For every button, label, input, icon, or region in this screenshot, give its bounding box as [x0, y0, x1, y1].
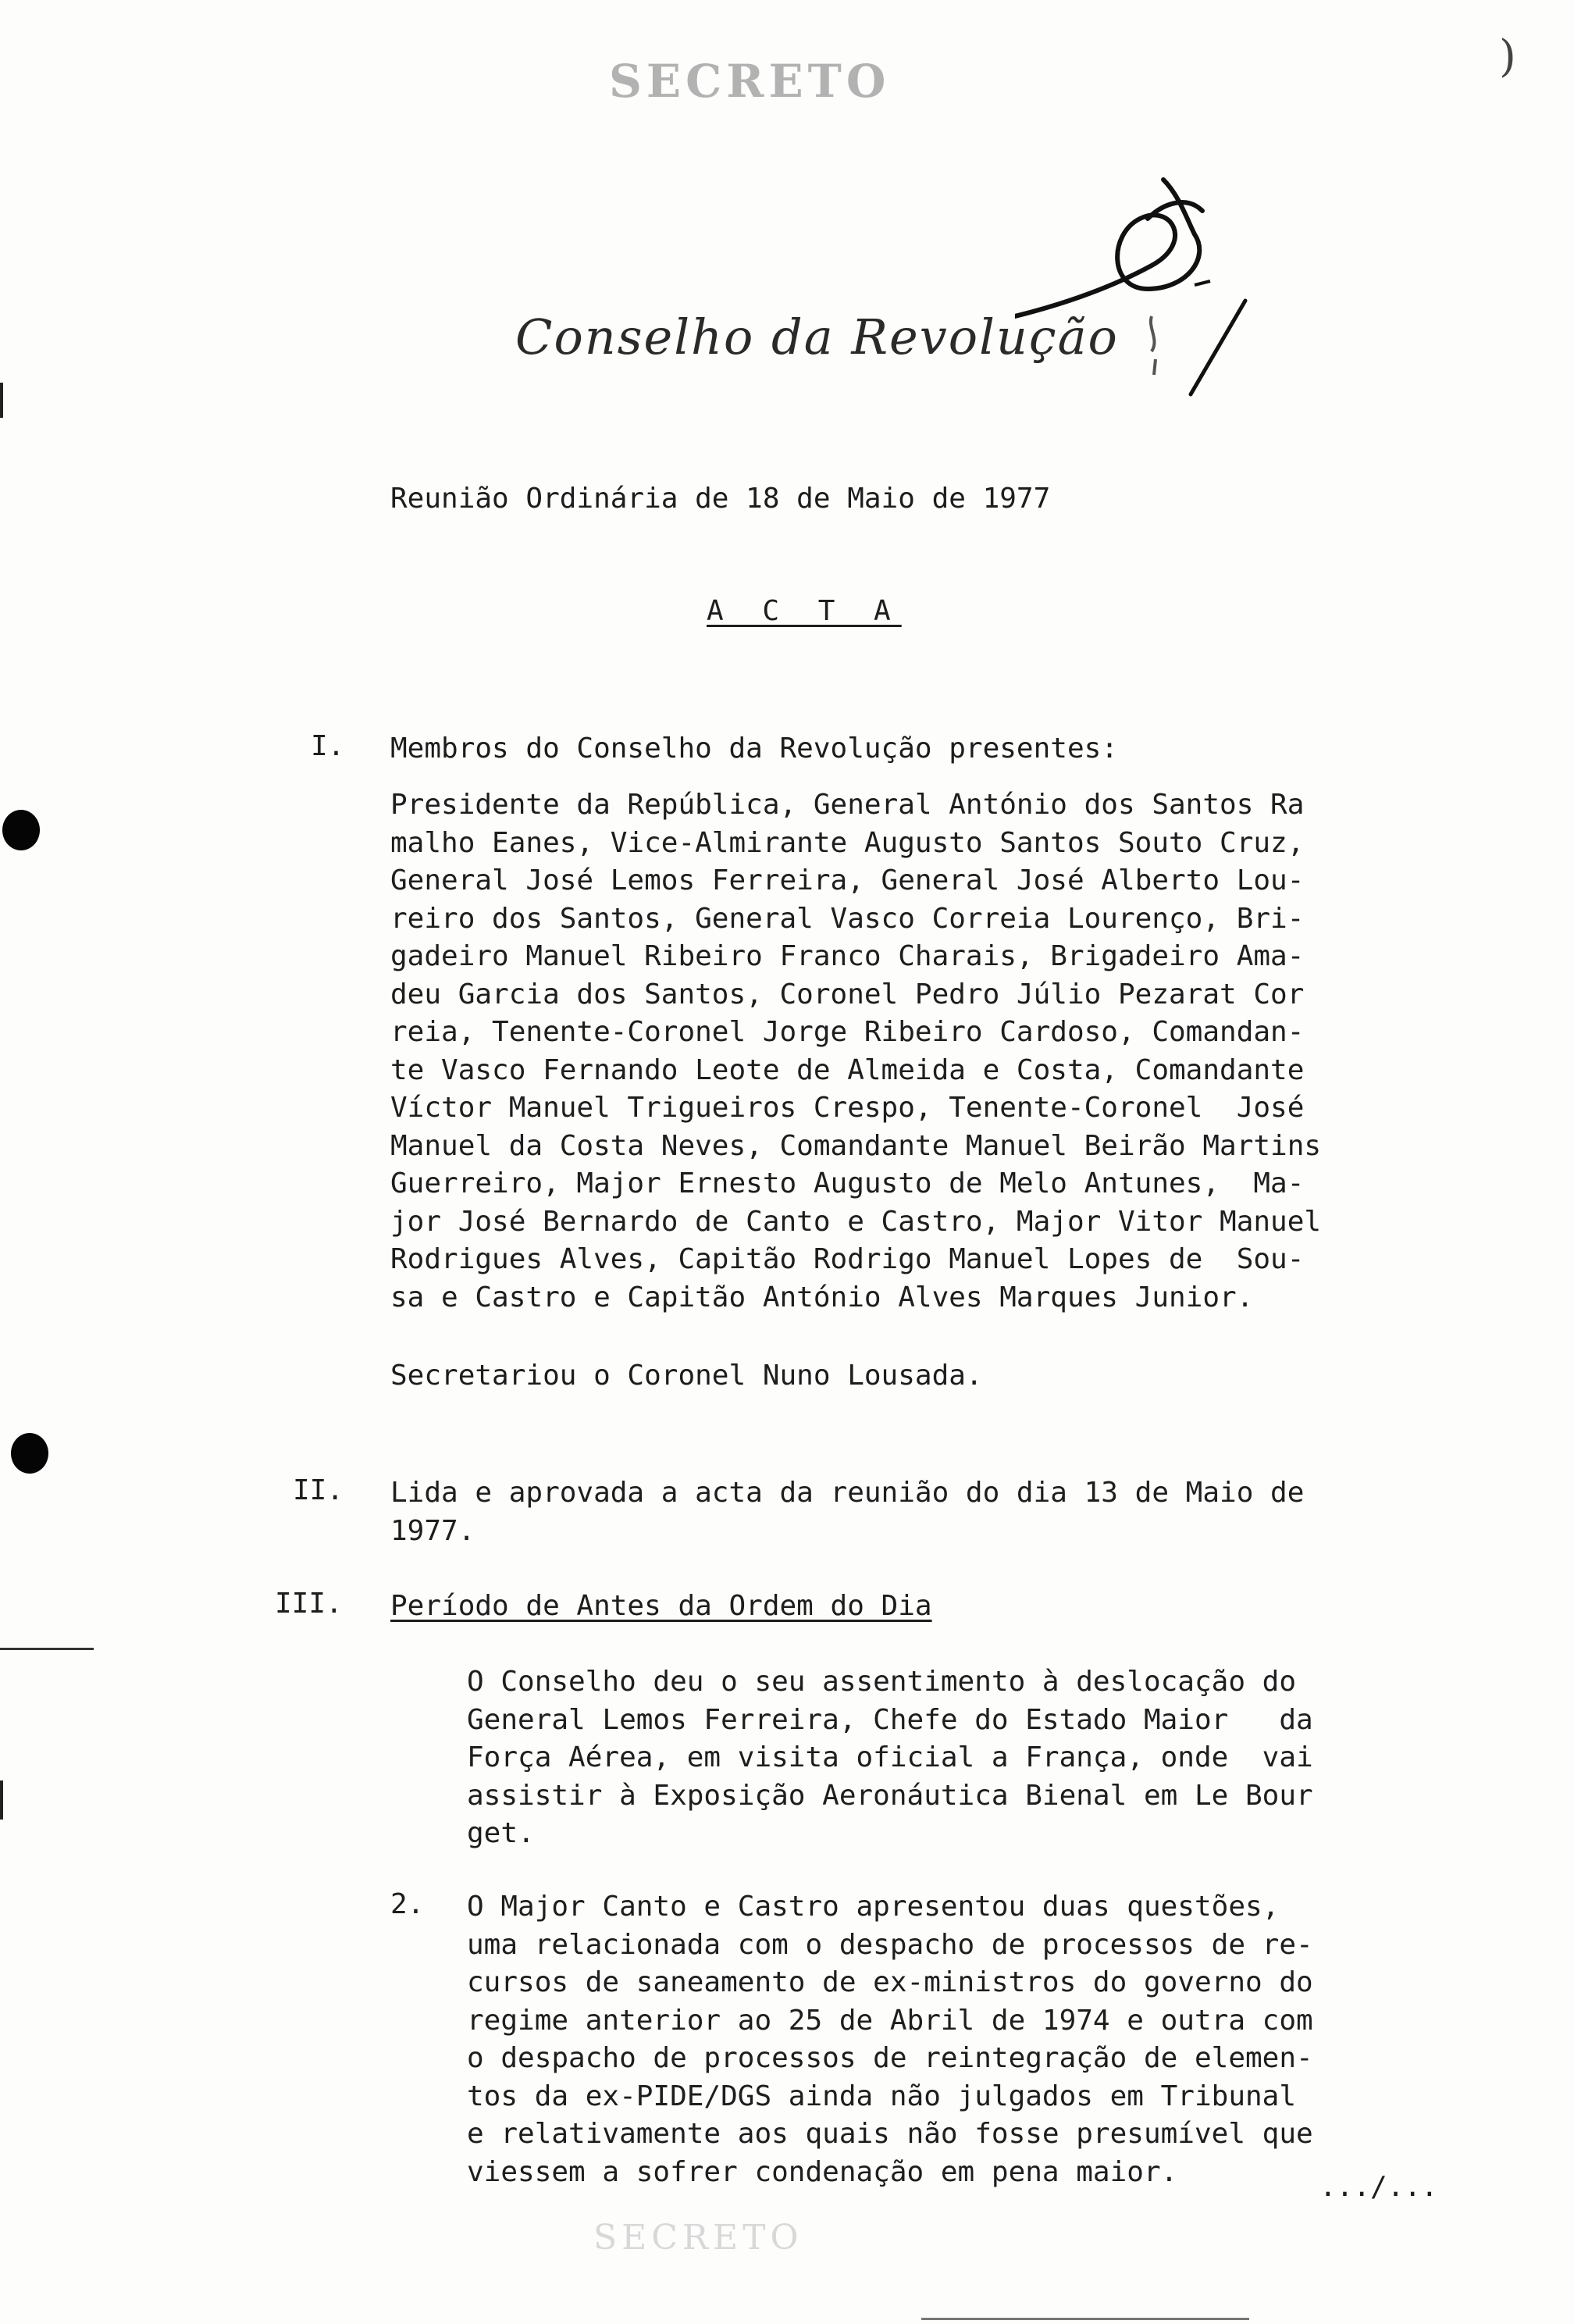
text-line: jor José Bernardo de Canto e Castro, Major Vitor Manuel — [390, 1205, 1322, 1238]
text-line: regime anterior ao 25 de Abril de 1974 e outra com — [467, 2004, 1313, 2037]
section-number: III. — [275, 1588, 343, 1620]
bottom-edge-mark — [921, 2318, 1249, 2320]
text-line: O Major Canto e Castro apresentou duas questões, — [467, 1891, 1280, 1923]
faded-stamp-impression: SECRETO — [593, 2218, 803, 2258]
text-line: Manuel da Costa Neves, Comandante Manuel Beirão Martins — [390, 1129, 1322, 1162]
continuation-marker: .../... — [1319, 2171, 1438, 2203]
text-line: malho Eanes, Vice-Almirante Augusto Santos Souto Cruz, — [390, 826, 1305, 859]
item-2-paragraph — [467, 1888, 1313, 2191]
text-line: gadeiro Manuel Ribeiro Franco Charais, Brigadeiro Ama- — [390, 940, 1305, 972]
item-number: 2. — [390, 1888, 425, 1920]
text-line: uma relacionada com o despacho de processos de re- — [467, 1928, 1313, 1961]
text-line: get. — [467, 1817, 535, 1849]
corner-mark: ) — [1499, 31, 1516, 82]
text-line: o despacho de processos de reintegração de elemen- — [467, 2042, 1313, 2074]
text-line: assistir à Exposição Aeronáutica Bienal em Le Bour — [467, 1779, 1313, 1812]
text-line: reia, Tenente-Coronel Jorge Ribeiro Cardoso, Comandan- — [390, 1016, 1305, 1048]
margin-mark — [0, 383, 3, 418]
classification-stamp: SECRETO — [609, 55, 891, 108]
punch-hole — [11, 1433, 48, 1474]
section-heading: Membros do Conselho da Revolução presentes: — [390, 732, 1118, 765]
text-line: 1977. — [390, 1514, 475, 1547]
secretary-line: Secretariou o Coronel Nuno Lousada. — [390, 1360, 983, 1392]
members-paragraph — [390, 786, 1321, 1317]
margin-mark — [0, 1648, 94, 1650]
text-line: tos da ex-PIDE/DGS ainda não julgados em Tribunal — [467, 2080, 1297, 2112]
document-heading: A C T A — [707, 595, 902, 627]
text-line: Rodrigues Alves, Capitão Rodrigo Manuel Lopes de Sou- — [390, 1243, 1305, 1275]
section-number: I. — [311, 730, 345, 762]
text-line: deu Garcia dos Santos, Coronel Pedro Júlio Pezarat Cor — [390, 978, 1305, 1011]
letterhead: Conselho da Revolução — [515, 308, 1119, 365]
text-line: O Conselho deu o seu assentimento à deslocação do — [467, 1666, 1297, 1698]
meeting-title: Reunião Ordinária de 18 de Maio de 1977 — [390, 483, 1051, 515]
punch-hole — [2, 810, 40, 850]
section-number: II. — [293, 1474, 344, 1506]
text-line: General José Lemos Ferreira, General José Alberto Lou- — [390, 864, 1305, 896]
text-line: Lida e aprovada a acta da reunião do dia 13 de Maio de — [390, 1477, 1305, 1509]
text-line: Força Aérea, em visita oficial a França, onde vai — [467, 1741, 1313, 1773]
approval-paragraph — [390, 1474, 1304, 1550]
text-line: e relativamente aos quais não fosse presumível que — [467, 2118, 1313, 2150]
text-line: General Lemos Ferreira, Chefe do Estado Maior da — [467, 1703, 1313, 1736]
text-line: sa e Castro e Capitão António Alves Marques Junior. — [390, 1281, 1254, 1313]
text-line: Presidente da República, General António dos Santos Ra — [390, 789, 1305, 821]
item-1-paragraph — [467, 1663, 1313, 1853]
margin-mark — [0, 1780, 3, 1820]
text-line: reiro dos Santos, General Vasco Correia Lourenço, Bri- — [390, 902, 1305, 935]
text-line: te Vasco Fernando Leote de Almeida e Costa, Comandante — [390, 1053, 1305, 1086]
text-line: viessem a sofrer condenação em pena maior. — [467, 2155, 1178, 2188]
section-heading: Período de Antes da Ordem do Dia — [390, 1590, 932, 1622]
text-line: cursos de saneamento de ex-ministros do governo do — [467, 1966, 1313, 1998]
text-line: Víctor Manuel Trigueiros Crespo, Tenente-Coronel José — [390, 1092, 1305, 1124]
text-line: Guerreiro, Major Ernesto Augusto de Melo Antunes, Ma- — [390, 1167, 1305, 1199]
